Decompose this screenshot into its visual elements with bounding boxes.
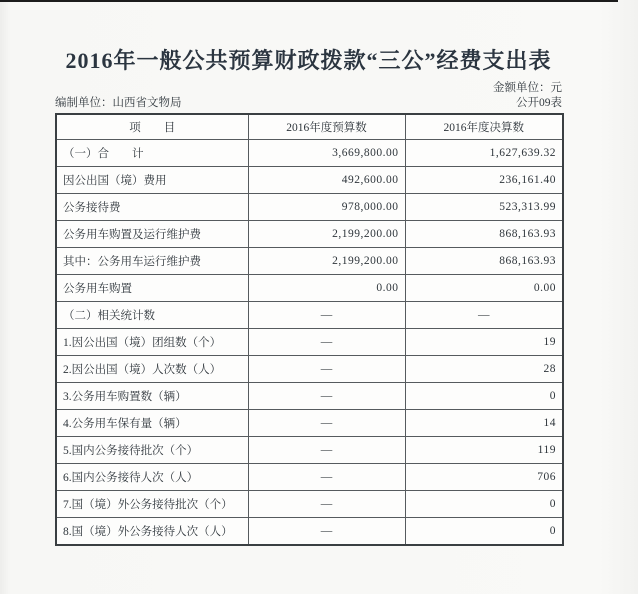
table-row <box>56 221 563 248</box>
item-cell: 3.公务用车购置数（辆） <box>56 383 248 410</box>
table-row <box>56 194 563 221</box>
prepared-by-label: 编制单位：山西省文物局 <box>55 97 182 109</box>
final-cell: 0 <box>405 491 563 518</box>
budget-cell: — <box>248 464 405 491</box>
budget-cell: 492,600.00 <box>248 167 405 194</box>
meta-row <box>55 97 562 110</box>
table-row <box>56 383 563 410</box>
item-cell: 公务用车购置 <box>56 275 248 302</box>
item-cell: 其中：公务用车运行维护费 <box>56 248 248 275</box>
final-cell: 1,627,639.32 <box>405 140 563 167</box>
item-cell: （二）相关统计数 <box>56 302 248 329</box>
final-cell: 706 <box>405 464 563 491</box>
final-cell: 0.00 <box>405 275 563 302</box>
table-row <box>56 275 563 302</box>
table-row <box>56 248 563 275</box>
table-row <box>56 464 563 491</box>
budget-cell: — <box>248 302 405 329</box>
amount-unit-label: 金额单位：元 <box>493 82 562 94</box>
table-code-label: 公开09表 <box>516 97 562 109</box>
item-cell: 8.国（境）外公务接待人次（人） <box>56 518 248 546</box>
scan-edge-artifact <box>0 0 618 2</box>
budget-cell: — <box>248 329 405 356</box>
budget-cell: 0.00 <box>248 275 405 302</box>
table-row <box>56 518 563 546</box>
table-header-row <box>56 114 563 140</box>
final-cell: 523,313.99 <box>405 194 563 221</box>
table-row <box>56 167 563 194</box>
page-title: 2016年一般公共预算财政拨款“三公”经费支出表 <box>65 48 552 73</box>
final-cell: 28 <box>405 356 563 383</box>
item-cell: 1.因公出国（境）团组数（个） <box>56 329 248 356</box>
table-row <box>56 491 563 518</box>
table-row <box>56 356 563 383</box>
budget-cell: 3,669,800.00 <box>248 140 405 167</box>
final-cell: 236,161.40 <box>405 167 563 194</box>
budget-cell: — <box>248 383 405 410</box>
table-row <box>56 302 563 329</box>
three-public-expense-table <box>55 113 564 546</box>
final-cell: 19 <box>405 329 563 356</box>
budget-cell: — <box>248 437 405 464</box>
budget-cell: 2,199,200.00 <box>248 221 405 248</box>
budget-cell: — <box>248 518 405 546</box>
col-header-item: 项 目 <box>56 114 248 140</box>
table-row <box>56 437 563 464</box>
final-cell: — <box>405 302 563 329</box>
table-row <box>56 329 563 356</box>
item-cell: 5.国内公务接待批次（个） <box>56 437 248 464</box>
table-row <box>56 140 563 167</box>
budget-cell: — <box>248 491 405 518</box>
budget-cell: — <box>248 356 405 383</box>
item-cell: 4.公务用车保有量（辆） <box>56 410 248 437</box>
col-header-budget: 2016年度预算数 <box>248 114 405 140</box>
final-cell: 14 <box>405 410 563 437</box>
budget-cell: 2,199,200.00 <box>248 248 405 275</box>
item-cell: 2.因公出国（境）人次数（人） <box>56 356 248 383</box>
final-cell: 119 <box>405 437 563 464</box>
final-cell: 0 <box>405 518 563 546</box>
col-header-final: 2016年度决算数 <box>405 114 563 140</box>
item-cell: 6.国内公务接待人次（人） <box>56 464 248 491</box>
final-cell: 868,163.93 <box>405 221 563 248</box>
item-cell: 公务用车购置及运行维护费 <box>56 221 248 248</box>
item-cell: 公务接待费 <box>56 194 248 221</box>
budget-cell: — <box>248 410 405 437</box>
final-cell: 868,163.93 <box>405 248 563 275</box>
budget-cell: 978,000.00 <box>248 194 405 221</box>
final-cell: 0 <box>405 383 563 410</box>
item-cell: 因公出国（境）费用 <box>56 167 248 194</box>
item-cell: （一）合 计 <box>56 140 248 167</box>
table-row <box>56 410 563 437</box>
item-cell: 7.国（境）外公务接待批次（个） <box>56 491 248 518</box>
